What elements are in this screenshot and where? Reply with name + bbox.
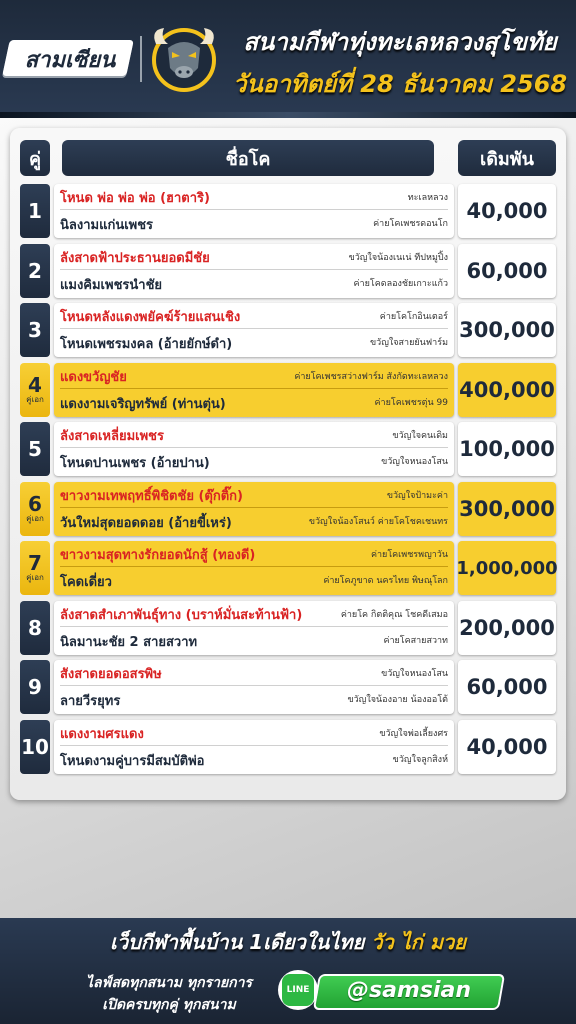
bull-names-box <box>54 541 454 595</box>
bet-amount: 1,000,000 <box>458 541 556 595</box>
bull-name-blue-corner: โหนดเพชรมงคล (อ้ายยักษ์ดำ) <box>60 336 233 352</box>
bull-owner-red-corner: ทะเลหลวง <box>407 192 448 203</box>
bull-line-bottom <box>60 569 448 593</box>
bull-name-red-corner: ขาวงามสุดทางรักยอดนักสู้ (ทองดี) <box>60 548 256 563</box>
match-row <box>20 660 556 714</box>
bull-owner-blue-corner: ค่ายโคสายสวาท <box>383 636 448 646</box>
bet-amount: 400,000 <box>458 363 556 417</box>
pair-number-box <box>20 720 50 774</box>
bull-name-red-corner: สังสาดยอดอสรพิษ <box>60 667 162 682</box>
pair-number-box <box>20 184 50 238</box>
live-text-line2: เปิดครบทุกคู่ ทุกสนาม <box>102 997 236 1013</box>
bull-owner-red-corner: ค่ายโคโกอินเตอร์ <box>379 311 448 322</box>
bet-amount: 40,000 <box>458 720 556 774</box>
bull-name-blue-corner: นิลงามแก่นเพชร <box>60 217 154 233</box>
bull-line-top <box>60 543 448 567</box>
match-row <box>20 482 556 536</box>
pair-number: 5 <box>28 437 42 461</box>
bull-owner-red-corner: ค่ายโคเพชรพญาวัน <box>370 549 448 560</box>
main-pair-tag: คู่เอก <box>26 573 44 582</box>
bet-amount: 60,000 <box>458 660 556 714</box>
bull-line-top <box>60 484 448 508</box>
line-id-text[interactable]: @samsian <box>346 978 471 1003</box>
live-text-line1: ไลฟ์สดทุกสนาม ทุกรายการ <box>85 975 253 991</box>
bull-line-bottom <box>60 212 448 236</box>
bull-name-red-corner: ลังสาดเหลี่ยมเพชร <box>60 429 164 444</box>
pair-number: 10 <box>21 735 49 759</box>
bull-owner-red-corner: ขวัญใจน้องเนเน่ ทีปหมูปิ้ง <box>348 252 448 263</box>
bull-owner-red-corner: ขวัญใจหนองโสน <box>381 668 448 679</box>
column-header-names: ชื่อโค <box>62 140 434 176</box>
column-header-pair: คู่ <box>20 140 50 176</box>
bull-name-red-corner: ขาวงามเทพฤทธิ์พิชิตชัย (ตุ๊กติ๊ก) <box>60 489 243 504</box>
bull-owner-red-corner: ค่ายโคเพชรสว่างฟาร์ม สังกัดทะเลหลวง <box>294 371 448 382</box>
bull-name-red-corner: แดงงามศรแดง <box>60 727 144 742</box>
slogan-main: เว็บกีฬาพื้นบ้าน 1เดียวในไทย <box>110 930 372 954</box>
bull-line-top <box>60 186 448 210</box>
column-header-bet: เดิมพัน <box>458 140 556 176</box>
match-row <box>20 184 556 238</box>
slogan-highlight: วัว ไก่ มวย <box>371 930 466 954</box>
main-pair-tag: คู่เอก <box>26 514 44 523</box>
bull-line-top <box>60 365 448 389</box>
bull-owner-blue-corner: ขวัญใจสายยันฟาร์ม <box>370 338 448 348</box>
bull-line-bottom <box>60 391 448 415</box>
line-icon-label: LINE <box>282 974 314 1006</box>
bull-name-blue-corner: นิลมานะชัย 2 สายสวาท <box>60 634 198 650</box>
pair-number: 7 <box>28 551 42 575</box>
pair-number-box <box>20 482 50 536</box>
match-row <box>20 363 556 417</box>
bull-names-box <box>54 303 454 357</box>
pair-number: 2 <box>28 259 42 283</box>
bull-name-red-corner: โหนดหลังแดงพยัคฆ์ร้ายแสนเชิง <box>60 310 241 325</box>
bull-owner-blue-corner: ค่ายโคภูขาด นครไทย พิษณุโลก <box>323 576 448 586</box>
bull-owner-red-corner: ขวัญใจคนเดิม <box>392 430 448 441</box>
bull-line-top <box>60 722 448 746</box>
pair-number: 3 <box>28 318 42 342</box>
bull-name-blue-corner: โหนดงามคู่บารมีสมบัติพ่อ <box>60 753 205 769</box>
match-row <box>20 422 556 476</box>
brand-logo: สามเซียน <box>24 48 116 73</box>
bull-name-blue-corner: วันใหม่สุดยอดดอย (อ้ายขี้เหร่) <box>60 515 232 531</box>
match-row <box>20 303 556 357</box>
bull-owner-blue-corner: ค่ายโคเพชรตุ่น 99 <box>374 398 448 408</box>
bull-name-blue-corner: แมงคิมเพชรนำชัย <box>60 277 163 293</box>
bull-names-box <box>54 244 454 298</box>
bull-names-box <box>54 601 454 655</box>
bull-names-box <box>54 720 454 774</box>
pair-number-box <box>20 541 50 595</box>
bull-line-bottom <box>60 629 448 653</box>
bull-names-box <box>54 184 454 238</box>
bull-names-box <box>54 660 454 714</box>
pair-number-box <box>20 660 50 714</box>
bull-name-red-corner: ลังสาดฟ้าประธานยอดมีชัย <box>60 251 210 266</box>
pair-number-box <box>20 601 50 655</box>
bull-owner-blue-corner: ค่ายโคเพชรดอนโก <box>373 219 448 229</box>
bull-line-top <box>60 603 448 627</box>
match-row <box>20 244 556 298</box>
bull-owner-blue-corner: ขวัญใจลูกสิงห์ <box>392 755 448 765</box>
bull-name-blue-corner: โคดเดี่ยว <box>60 574 112 590</box>
match-row <box>20 601 556 655</box>
bull-name-blue-corner: โหนดปานเพชร (อ้ายปาน) <box>60 455 210 471</box>
bull-names-box <box>54 422 454 476</box>
venue-title: สนามกีฬาทุ่งทะเลหลวงสุโขทัย <box>243 28 557 56</box>
match-row <box>20 720 556 774</box>
bull-name-blue-corner: แดงงามเจริญทรัพย์ (ท่านตุ่น) <box>60 396 226 412</box>
pair-number-box <box>20 244 50 298</box>
bull-line-bottom <box>60 748 448 772</box>
pair-number-box <box>20 422 50 476</box>
bull-names-box <box>54 363 454 417</box>
pair-number: 6 <box>28 492 42 516</box>
match-row <box>20 541 556 595</box>
bet-amount: 300,000 <box>458 303 556 357</box>
pair-number: 4 <box>28 373 42 397</box>
bull-name-red-corner: โหนด พ่อ พ่อ พ่อ (ฮาตาริ) <box>60 191 210 206</box>
bull-line-top <box>60 662 448 686</box>
pair-number: 1 <box>28 199 42 223</box>
bull-line-bottom <box>60 331 448 355</box>
bet-amount: 300,000 <box>458 482 556 536</box>
bull-line-top <box>60 424 448 448</box>
bet-amount: 60,000 <box>458 244 556 298</box>
bet-amount: 200,000 <box>458 601 556 655</box>
pair-number: 8 <box>28 616 42 640</box>
bull-line-bottom <box>60 510 448 534</box>
pair-number-box <box>20 363 50 417</box>
bull-owner-red-corner: ขวัญใจป้ามะค่า <box>386 490 448 501</box>
bull-name-red-corner: แดงขวัญชัย <box>60 370 127 385</box>
bull-owner-blue-corner: ขวัญใจน้องอาย น้องออโต้ <box>347 695 448 705</box>
bull-line-top <box>60 246 448 270</box>
pair-number: 9 <box>28 675 42 699</box>
bull-line-bottom <box>60 450 448 474</box>
bull-owner-blue-corner: ขวัญใจหนองโสน <box>381 457 448 467</box>
pair-number-box <box>20 303 50 357</box>
header-divider <box>140 36 142 82</box>
bet-amount: 100,000 <box>458 422 556 476</box>
footer-slogan <box>0 926 576 958</box>
bull-names-box <box>54 482 454 536</box>
bull-line-bottom <box>60 688 448 712</box>
bull-owner-red-corner: ขวัญใจพ่อเลี้ยงศร <box>379 728 448 739</box>
bet-amount: 40,000 <box>458 184 556 238</box>
bull-mascot-icon <box>148 22 220 94</box>
bull-owner-blue-corner: ค่ายโคดลองชัยเกาะแก้ว <box>353 279 448 289</box>
bull-line-bottom <box>60 272 448 296</box>
bull-name-red-corner: ลังสาดสำเภาพันธุ์ทาง (บราห์มั่นสะท้านฟ้า) <box>60 608 303 623</box>
bull-line-top <box>60 305 448 329</box>
bull-owner-red-corner: ค่ายโค กิตติคุณ โชคดีเสมอ <box>340 609 448 620</box>
event-date: วันอาทิตย์ที่ 28 ธันวาคม 2568 <box>232 70 568 98</box>
bull-owner-blue-corner: ขวัญใจน้องโสนว์ ค่ายโคโชคเชนทร <box>308 517 448 527</box>
main-pair-tag: คู่เอก <box>26 395 44 404</box>
line-app-icon[interactable] <box>278 970 318 1010</box>
bull-name-blue-corner: ลายวีรยุทร <box>60 693 121 709</box>
